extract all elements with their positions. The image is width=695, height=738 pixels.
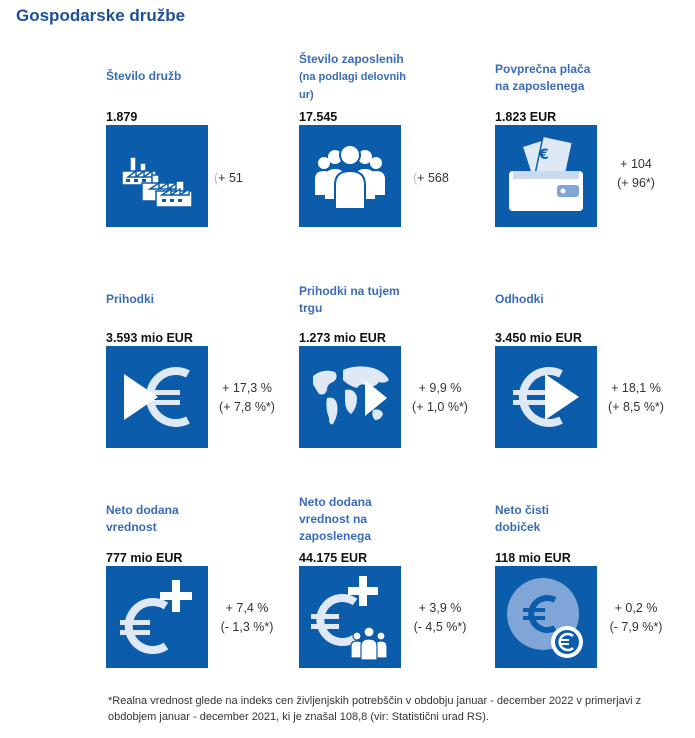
card-label: Prihodki bbox=[106, 292, 155, 306]
euro-out-arrow-icon bbox=[495, 346, 597, 448]
card-label: Število zaposlenih (na podlagi delovnih ur) bbox=[299, 52, 406, 101]
card-value: 1.823 EUR bbox=[495, 110, 557, 124]
card-net-value-added bbox=[106, 502, 296, 712]
card-value: 1.879 bbox=[106, 110, 138, 124]
card-label: Neto čisti dobiček bbox=[495, 503, 550, 534]
card-expenses bbox=[495, 291, 685, 501]
card-change: (+ 51 bbox=[214, 171, 243, 185]
card-change: + 7,4 % (- 1,3 %*) bbox=[220, 601, 274, 634]
card-change-real: (+ 7,8 %*) bbox=[219, 400, 275, 414]
card-value: 777 mio EUR bbox=[106, 551, 183, 565]
card-change-real: (+ 96*) bbox=[617, 176, 655, 190]
card-label: Število družb bbox=[106, 69, 182, 83]
euro-plus-icon bbox=[106, 566, 208, 668]
card-value: 17.545 bbox=[299, 110, 338, 124]
card-label: Povprečna plača na zaposlenega bbox=[495, 62, 591, 93]
card-label: Neto dodana vrednost bbox=[106, 503, 179, 534]
card-value: 44.175 EUR bbox=[299, 551, 368, 565]
card-change-real: (+ 8,5 %*) bbox=[608, 400, 664, 414]
card-value: 3.450 mio EUR bbox=[495, 331, 582, 345]
card-change: + 17,3 % (+ 7,8 %*) bbox=[219, 381, 275, 414]
card-change: + 0,2 % (- 7,9 %*) bbox=[609, 601, 663, 634]
card-change: + 9,9 % (+ 1,0 %*) bbox=[412, 381, 468, 414]
card-value: 3.593 mio EUR bbox=[106, 331, 193, 345]
card-change-real: (+ 1,0 %*) bbox=[412, 400, 468, 414]
card-net-value-added-per-employee bbox=[299, 494, 489, 704]
card-change: + 18,1 % (+ 8,5 %*) bbox=[608, 381, 664, 414]
globe-arrow-icon bbox=[299, 346, 401, 448]
card-net-profit bbox=[495, 502, 685, 712]
euro-coin-icon bbox=[495, 566, 597, 668]
people-icon bbox=[299, 125, 401, 227]
card-sublabel: (na podlagi delovnih ur) bbox=[299, 71, 406, 101]
euro-plus-people-icon bbox=[299, 566, 401, 668]
card-change: + 104 (+ 96*) bbox=[617, 157, 655, 190]
factory-icon bbox=[106, 125, 208, 227]
card-value: 1.273 mio EUR bbox=[299, 331, 386, 345]
svg-text:€: € bbox=[539, 147, 549, 163]
card-change-real: (- 7,9 %*) bbox=[609, 620, 663, 634]
footnote: *Realna vrednost glede na indeks cen življenjskih potrebščin v obdobju januar - december 2022 v primerjavi z obdobjem januar - december 2021, ki je znašal 108,8 (vir: Statistični urad RS). bbox=[108, 695, 642, 723]
wallet-icon bbox=[495, 125, 597, 227]
card-label: Odhodki bbox=[495, 292, 544, 306]
card-revenue bbox=[106, 291, 296, 501]
card-label: Neto dodana vrednost na zaposlenega bbox=[299, 495, 372, 543]
card-label: Prihodki na tujem trgu bbox=[299, 284, 400, 315]
card-value: 118 mio EUR bbox=[495, 551, 571, 565]
card-change: + 3,9 % (- 4,5 %*) bbox=[413, 601, 467, 634]
card-change-real: (- 4,5 %*) bbox=[413, 620, 467, 634]
euro-arrow-icon bbox=[106, 346, 208, 448]
card-company-count bbox=[106, 68, 296, 278]
card-change: (+ 568 bbox=[413, 171, 449, 185]
card-average-salary bbox=[495, 61, 685, 271]
page-title: Gospodarske družbe bbox=[16, 6, 186, 25]
card-employees bbox=[299, 51, 489, 261]
card-foreign-revenue bbox=[299, 283, 489, 493]
card-change-real: (- 1,3 %*) bbox=[220, 620, 274, 634]
